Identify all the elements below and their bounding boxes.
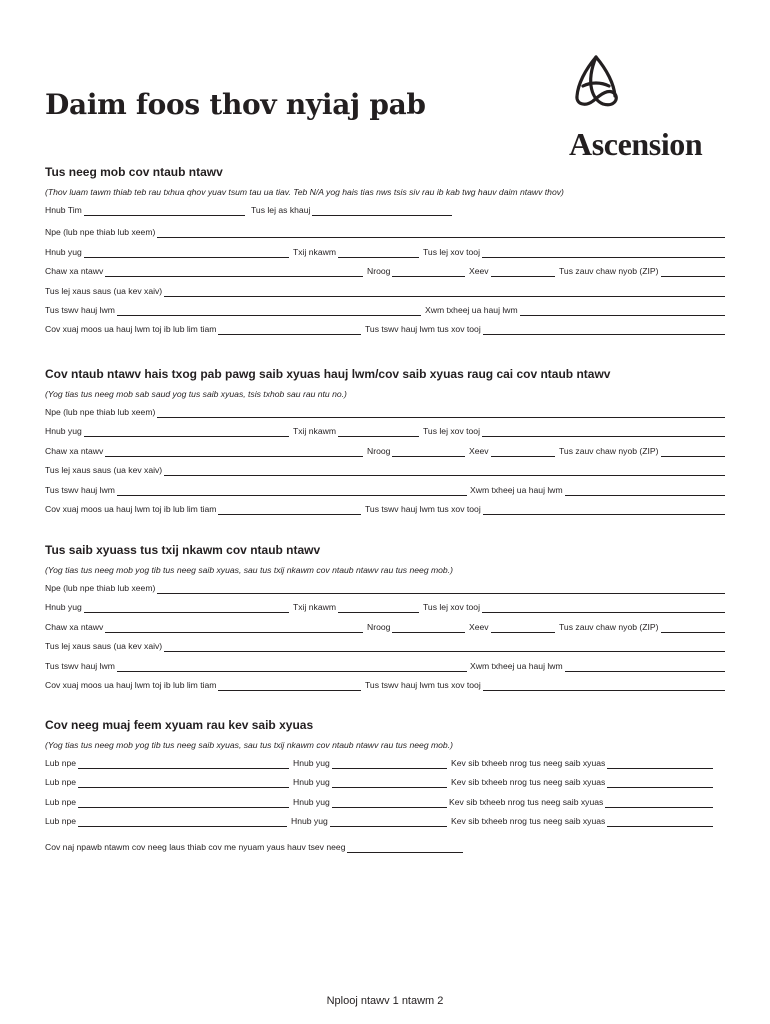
name-field[interactable]: Npe (lub npe thiab lub xeem) <box>45 404 725 418</box>
employer-phone-field[interactable]: Tus tswv hauj lwm tus xov tooj <box>365 321 725 335</box>
weekly-hours-field[interactable]: Cov xuaj moos ua hauj lwm toj ib lub lim tiam <box>45 501 361 515</box>
member-birthdate-field[interactable]: Hnub yug <box>293 755 447 769</box>
phone-field[interactable]: Tus lej xov tooj <box>423 599 725 613</box>
section-note: (Yog tias tus neeg mob sab saud yog tus saib xyuas, tsis txhob sau rau ntu no.) <box>45 389 347 399</box>
household-member-row <box>45 755 725 774</box>
member-birthdate-field[interactable]: Hnub yug <box>291 813 447 827</box>
address-field[interactable]: Chaw xa ntawv <box>45 443 363 457</box>
member-name-field[interactable]: Lub npe <box>45 774 289 788</box>
zip-field[interactable]: Tus zauv chaw nyob (ZIP) <box>559 443 725 457</box>
account-number-field[interactable]: Tus lej as khauj <box>251 202 452 216</box>
section-heading: Cov neeg muaj feem xyuam rau kev saib xyuas <box>45 718 314 732</box>
address-field[interactable]: Chaw xa ntawv <box>45 263 363 277</box>
member-birthdate-field[interactable]: Hnub yug <box>293 774 447 788</box>
name-field[interactable]: Npe (lub npe thiab lub xeem) <box>45 224 725 238</box>
name-field[interactable]: Npe (lub npe thiab lub xeem) <box>45 580 725 594</box>
trinity-knot-icon <box>571 54 621 110</box>
member-relationship-field[interactable]: Kev sib txheeb nrog tus neeg saib xyuas <box>451 813 713 827</box>
marital-status-field[interactable]: Txij nkawm <box>293 599 419 613</box>
member-relationship-field[interactable]: Kev sib txheeb nrog tus neeg saib xyuas <box>451 755 713 769</box>
guarantor-info-section <box>45 366 725 520</box>
state-field[interactable]: Xeev <box>469 619 555 633</box>
section-note: (Thov luam tawm thiab teb rau txhua qhov yuav tsum tau ua tiav. Teb N/A yog hais tias nws tsis siv rau ib kab twg hauv daim ntawv thov) <box>45 187 564 197</box>
employer-field[interactable]: Tus tswv hauj lwm <box>45 658 467 672</box>
section-heading: Tus neeg mob cov ntaub ntawv <box>45 165 223 179</box>
member-name-field[interactable]: Lub npe <box>45 794 289 808</box>
address-field[interactable]: Chaw xa ntawv <box>45 619 363 633</box>
household-member-row <box>45 774 725 793</box>
section-heading: Tus saib xyuass tus txij nkawm cov ntaub ntawv <box>45 543 321 557</box>
weekly-hours-field[interactable]: Cov xuaj moos ua hauj lwm toj ib lub lim tiam <box>45 677 361 691</box>
section-note: (Yog tias tus neeg mob yog tib tus neeg saib xyuas, sau tus txij nkawm cov ntaub ntawv rau tus neeg mob.) <box>45 740 453 750</box>
phone-field[interactable]: Tus lej xov tooj <box>423 244 725 258</box>
household-members-section <box>45 717 725 858</box>
patient-info-section <box>45 164 725 341</box>
ssn-field[interactable]: Tus lej xaus saus (ua kev xaiv) <box>45 462 725 476</box>
ascension-logo <box>569 54 729 164</box>
brand-name: Ascension <box>569 126 703 162</box>
household-count-field[interactable]: Cov naj npawb ntawm cov neeg laus thiab cov me nyuam yaus hauv tsev neeg <box>45 839 463 853</box>
employer-phone-field[interactable]: Tus tswv hauj lwm tus xov tooj <box>365 501 725 515</box>
employer-field[interactable]: Tus tswv hauj lwm <box>45 482 467 496</box>
ssn-field[interactable]: Tus lej xaus saus (ua kev xaiv) <box>45 638 725 652</box>
marital-status-field[interactable]: Txij nkawm <box>293 423 419 437</box>
page-number: Nplooj ntawv 1 ntawm 2 <box>326 995 444 1007</box>
employment-status-field[interactable]: Xwm txheej ua hauj lwm <box>425 302 725 316</box>
employment-status-field[interactable]: Xwm txheej ua hauj lwm <box>470 658 725 672</box>
ssn-field[interactable]: Tus lej xaus saus (ua kev xaiv) <box>45 283 725 297</box>
section-note: (Yog tias tus neeg mob yog tib tus neeg saib xyuas, sau tus txij nkawm cov ntaub ntawv rau tus neeg mob.) <box>45 565 453 575</box>
employer-phone-field[interactable]: Tus tswv hauj lwm tus xov tooj <box>365 677 725 691</box>
member-name-field[interactable]: Lub npe <box>45 813 287 827</box>
form-title: Daim foos thov nyiaj pab <box>45 88 426 121</box>
employer-field[interactable]: Tus tswv hauj lwm <box>45 302 421 316</box>
weekly-hours-field[interactable]: Cov xuaj moos ua hauj lwm toj ib lub lim tiam <box>45 321 361 335</box>
state-field[interactable]: Xeev <box>469 263 555 277</box>
city-field[interactable]: Nroog <box>367 443 465 457</box>
state-field[interactable]: Xeev <box>469 443 555 457</box>
employment-status-field[interactable]: Xwm txheej ua hauj lwm <box>470 482 725 496</box>
household-member-row <box>45 794 725 813</box>
member-name-field[interactable]: Lub npe <box>45 755 289 769</box>
member-relationship-field[interactable]: Kev sib txheeb nrog tus neeg saib xyuas <box>449 794 713 808</box>
zip-field[interactable]: Tus zauv chaw nyob (ZIP) <box>559 619 725 633</box>
member-birthdate-field[interactable]: Hnub yug <box>293 794 447 808</box>
birthdate-field[interactable]: Hnub yug <box>45 423 289 437</box>
date-field[interactable]: Hnub Tim <box>45 202 245 216</box>
zip-field[interactable]: Tus zauv chaw nyob (ZIP) <box>559 263 725 277</box>
member-relationship-field[interactable]: Kev sib txheeb nrog tus neeg saib xyuas <box>451 774 713 788</box>
city-field[interactable]: Nroog <box>367 263 465 277</box>
birthdate-field[interactable]: Hnub yug <box>45 244 289 258</box>
spouse-info-section <box>45 542 725 696</box>
marital-status-field[interactable]: Txij nkawm <box>293 244 419 258</box>
phone-field[interactable]: Tus lej xov tooj <box>423 423 725 437</box>
city-field[interactable]: Nroog <box>367 619 465 633</box>
birthdate-field[interactable]: Hnub yug <box>45 599 289 613</box>
household-member-row <box>45 813 725 832</box>
section-heading: Cov ntaub ntawv hais txog pab pawg saib xyuas hauj lwm/cov saib xyuas raug cai cov ntaub ntawv <box>45 367 611 381</box>
